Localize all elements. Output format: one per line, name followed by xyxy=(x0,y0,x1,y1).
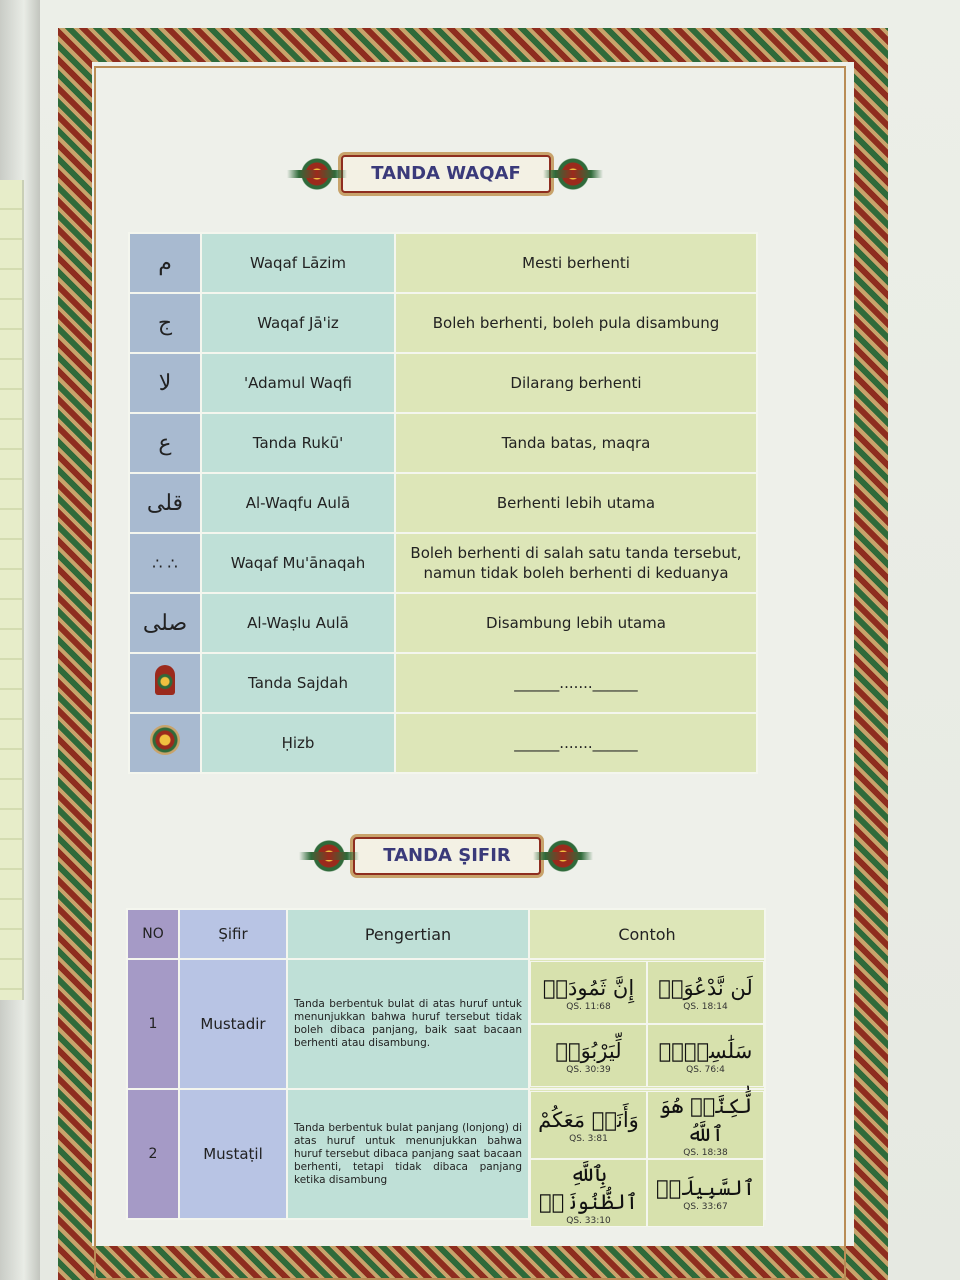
example xyxy=(647,1159,764,1227)
waqaf-desc: ______.......______ xyxy=(395,713,757,773)
example-arabic: إِنَّ ثَمُودَا۟ xyxy=(542,975,635,1000)
sifir-heading-ribbon xyxy=(272,836,622,876)
table-row xyxy=(129,233,757,293)
waqaf-name: Al-Waṣlu Aulā xyxy=(201,593,395,653)
waqaf-desc: Boleh berhenti, boleh pula disambung xyxy=(395,293,757,353)
waqaf-symbol: لا xyxy=(129,353,201,413)
table-row xyxy=(129,473,757,533)
sajdah-icon xyxy=(155,665,175,695)
table-row xyxy=(129,353,757,413)
table-row xyxy=(129,413,757,473)
hizb-icon xyxy=(150,725,180,755)
example xyxy=(647,1024,764,1087)
sifir-heading: TANDA ṢIFIR xyxy=(353,837,541,875)
header-sifir: Ṣifir xyxy=(179,909,287,959)
table-row xyxy=(129,653,757,713)
waqaf-name: Ḥizb xyxy=(201,713,395,773)
table-row xyxy=(129,293,757,353)
waqaf-desc: Dilarang berhenti xyxy=(395,353,757,413)
waqaf-name: Waqaf Jā'iz xyxy=(201,293,395,353)
example-ref: QS. 11:68 xyxy=(566,1001,611,1012)
example-ref: QS. 33:67 xyxy=(683,1202,728,1212)
row-number: 1 xyxy=(127,959,179,1089)
example-ref: QS. 3:81 xyxy=(569,1134,608,1144)
waqaf-table xyxy=(128,232,758,774)
sifir-name: Mustadir xyxy=(179,959,287,1089)
table-header-row xyxy=(127,909,765,959)
waqaf-symbol xyxy=(129,713,201,773)
example-ref: QS. 33:10 xyxy=(566,1216,611,1226)
waqaf-name: Tanda Rukū' xyxy=(201,413,395,473)
waqaf-name: Waqaf Mu'ānaqah xyxy=(201,533,395,593)
example xyxy=(530,1024,647,1087)
header-no: NO xyxy=(127,909,179,959)
header-contoh: Contoh xyxy=(529,909,765,959)
examples-cell xyxy=(529,959,765,1089)
waqaf-heading-ribbon xyxy=(276,154,616,194)
ornament-left-icon xyxy=(299,836,361,876)
example-arabic: بِٱللَّهِ ٱلظُّنُونَا۠ xyxy=(538,1162,639,1214)
example xyxy=(530,1159,647,1227)
example-arabic: لَن نَّدْعُوَا۟ xyxy=(658,975,753,1000)
waqaf-desc: Berhenti lebih utama xyxy=(395,473,757,533)
example xyxy=(530,961,647,1024)
table-row xyxy=(127,959,765,1089)
example-ref: QS. 76:4 xyxy=(686,1064,725,1075)
examples-cell xyxy=(529,1089,765,1226)
example-ref: QS. 30:39 xyxy=(566,1064,611,1075)
table-row xyxy=(129,533,757,593)
waqaf-symbol: ع xyxy=(129,413,201,473)
waqaf-symbol xyxy=(129,653,201,713)
waqaf-name: Tanda Sajdah xyxy=(201,653,395,713)
table-row xyxy=(129,593,757,653)
example-arabic: ٱلسَّبِيلَا۠ xyxy=(655,1176,756,1200)
example xyxy=(647,1091,764,1159)
header-pengertian: Pengertian xyxy=(287,909,529,959)
waqaf-symbol: م xyxy=(129,233,201,293)
sifir-name: Mustaṭil xyxy=(179,1089,287,1219)
table-row xyxy=(129,713,757,773)
ornament-left-icon xyxy=(287,154,349,194)
waqaf-heading: TANDA WAQAF xyxy=(341,155,551,193)
waqaf-name: Al-Waqfu Aulā xyxy=(201,473,395,533)
example-arabic: وَأَنَا۠ مَعَكُمْ xyxy=(538,1108,639,1132)
ornament-right-icon xyxy=(533,836,595,876)
sifir-desc: Tanda berbentuk bulat panjang (lonjong) di atas huruf untuk menunjukkan bahwa huruf tersebut dibaca panjang saat bacaan berhenti, tetapi tidak dibaca panjang ketika disambung xyxy=(287,1089,529,1219)
waqaf-desc: Boleh berhenti di salah satu tanda tersebut, namun tidak boleh berhenti di keduanya xyxy=(395,533,757,593)
waqaf-name: 'Adamul Waqfi xyxy=(201,353,395,413)
waqaf-symbol: قلى xyxy=(129,473,201,533)
example-arabic: سَلَٰسِلَا۟ xyxy=(658,1038,753,1063)
waqaf-desc: Disambung lebih utama xyxy=(395,593,757,653)
example-arabic: لِّيَرْبُوَا۟ xyxy=(555,1038,622,1063)
waqaf-symbol: ج xyxy=(129,293,201,353)
sifir-desc: Tanda berbentuk bulat di atas huruf untuk menunjukkan bahwa huruf tersebut tidak boleh dibaca panjang, baik saat bacaan berhenti atau disambung. xyxy=(287,959,529,1089)
waqaf-symbol: ∴ ∴ xyxy=(129,533,201,593)
waqaf-desc: Tanda batas, maqra xyxy=(395,413,757,473)
example xyxy=(530,1091,647,1159)
example-ref: QS. 18:38 xyxy=(683,1148,728,1158)
waqaf-desc: Mesti berhenti xyxy=(395,233,757,293)
table-row xyxy=(127,1089,765,1219)
waqaf-desc: ______.......______ xyxy=(395,653,757,713)
ornament-right-icon xyxy=(543,154,605,194)
waqaf-symbol: صلى xyxy=(129,593,201,653)
example-arabic: لَّٰكِنَّا۠ هُوَ ٱللَّهُ xyxy=(658,1094,753,1146)
waqaf-name: Waqaf Lāzim xyxy=(201,233,395,293)
left-page-table-edge xyxy=(0,180,24,1000)
example-ref: QS. 18:14 xyxy=(683,1001,728,1012)
row-number: 2 xyxy=(127,1089,179,1219)
sifir-table xyxy=(126,908,766,1226)
example xyxy=(647,961,764,1024)
